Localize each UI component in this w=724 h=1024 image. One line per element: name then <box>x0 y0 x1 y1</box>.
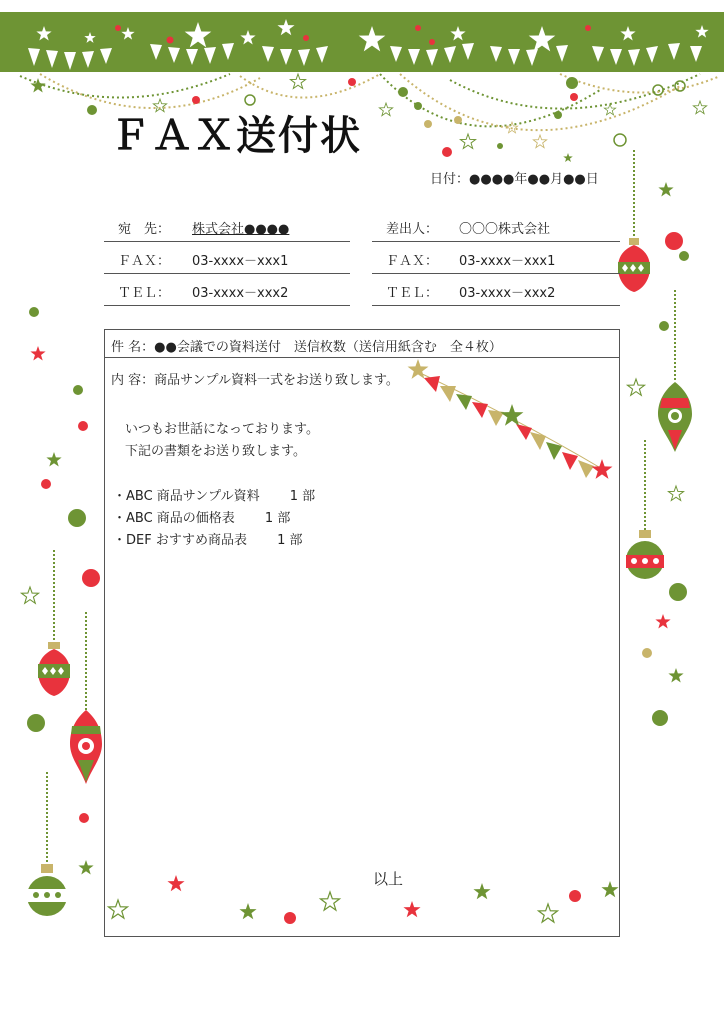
ornament-right-1 <box>618 150 650 292</box>
list-item: ・ABC 商品サンプル資料 1 部 <box>113 489 316 504</box>
date-value: ●●●●年●●月●●日 <box>469 172 599 187</box>
list-item: ・ABC 商品の価格表 1 部 <box>113 511 291 526</box>
sender-tel-label: ＴＥＬ： <box>386 286 439 301</box>
sender-row-fax <box>372 246 620 274</box>
subject-line: 件 名：●●会議での資料送付 送信枚数（送信用紙含む 全４枚） <box>105 330 619 358</box>
sender-from-value: 〇〇〇株式会社 <box>459 222 551 237</box>
ornament-left-3 <box>27 772 67 916</box>
recipient-tel-value: 03-xxxx－xxx2 <box>192 286 289 301</box>
message-box <box>104 329 620 937</box>
recipient-fax-value: 03-xxxx－xxx1 <box>192 254 289 269</box>
ornament-right-2 <box>658 290 692 452</box>
recipient-tel-label: ＴＥＬ： <box>118 286 171 301</box>
greeting-line-2: 下記の書類をお送り致します。 <box>125 444 306 459</box>
recipient-row-to <box>104 214 350 242</box>
content-line: 内 容：商品サンプル資料一式をお送り致します。 <box>111 373 399 388</box>
page-title: ＦＡＸ送付状 <box>110 113 362 159</box>
recipient-row-tel <box>104 278 350 306</box>
recipient-to-value: 株式会社●●●● <box>192 222 290 237</box>
list-item: ・DEF おすすめ商品表 1 部 <box>113 533 303 548</box>
ornament-left-2 <box>70 612 102 784</box>
sender-tel-value: 03-xxxx－xxx2 <box>459 286 556 301</box>
sender-from-label: 差出人： <box>386 222 439 237</box>
ornament-left-1 <box>38 550 70 696</box>
recipient-row-fax <box>104 246 350 274</box>
ornament-right-3 <box>626 440 664 579</box>
recipient-to-label: 宛 先： <box>118 222 171 237</box>
closing-text: 以上 <box>373 870 404 888</box>
greeting-line-1: いつもお世話になっております。 <box>125 422 319 437</box>
sender-fax-value: 03-xxxx－xxx1 <box>459 254 556 269</box>
sender-row-tel <box>372 278 620 306</box>
sender-fax-label: ＦＡＸ： <box>386 254 439 269</box>
sender-row-from <box>372 214 620 242</box>
date-label: 日付： <box>430 172 470 187</box>
recipient-fax-label: ＦＡＸ： <box>118 254 171 269</box>
date-line <box>430 168 599 187</box>
